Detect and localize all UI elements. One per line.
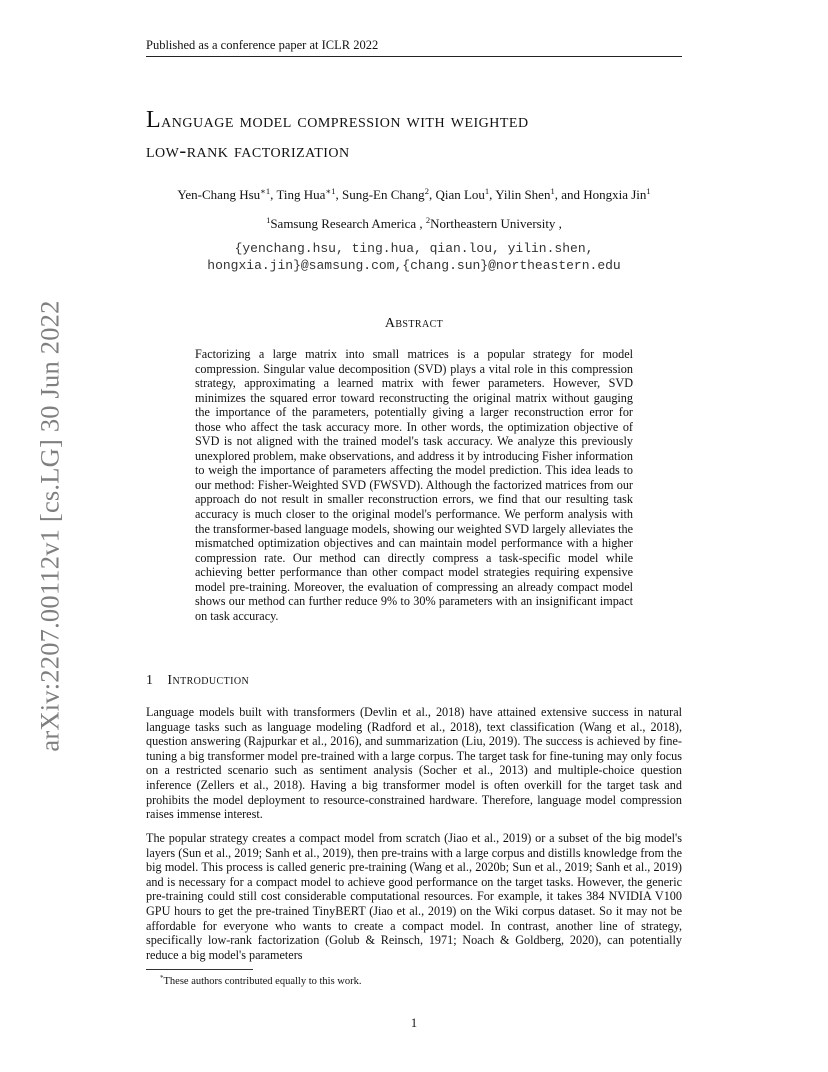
author-name: Yen-Chang Hsu	[177, 187, 261, 202]
author-affil-marker: 1	[646, 186, 651, 196]
abstract-heading: Abstract	[384, 316, 444, 331]
arxiv-stamp: arXiv:2207.00112v1 [cs.LG] 30 Jun 2022	[34, 300, 65, 752]
page-number: 1	[410, 1016, 418, 1030]
affil-marker: 1	[266, 215, 271, 225]
author-name: Qian Lou	[435, 187, 485, 202]
author-affil-marker: ∗1	[325, 186, 336, 196]
author-name: Ting Hua	[276, 187, 326, 202]
author-affil-marker: 1	[484, 186, 490, 196]
title-line-1	[146, 105, 686, 136]
affiliation-name: Samsung Research America ,	[270, 216, 423, 231]
title-line-2: low-rank factorization	[146, 140, 350, 162]
footnote-marker: *	[160, 974, 164, 982]
author-affil-marker: 1	[550, 186, 555, 196]
intro-paragraph-1: Language models built with transformers (Devlin et al., 2018) have attained extensive success in natural language tasks such as language modeling (Radford et al., 2018), text classification (Wang et al., 2018), question answering (Rajpurkar et al., 2016), and summarization (Liu, 2019). The success is achieved by fine-tuning a big transformer model pre-trained with a large corpus. The target task for fine-tuning may only focus on a restricted scenario such as sentiment analysis (Socher et al., 2013) and multiple-choice question inference (Zellers et al., 2018). Having a big transformer model is often overkill for the target task and prohibits the model deployment to resource-constrained hardware. Therefore, language model compression raises immense interest.	[146, 705, 682, 822]
footnote-rule	[146, 969, 253, 970]
section-title: Introduction	[167, 673, 250, 688]
footnote	[160, 975, 362, 988]
running-header: Published as a conference paper at ICLR 2022	[146, 38, 682, 57]
email-line: hongxia.jin}@samsung.com,{chang.sun}@northeastern.edu	[207, 258, 621, 273]
section-heading-introduction	[146, 673, 249, 689]
affiliation-name: Northeastern University ,	[430, 216, 562, 231]
footnote-text: These authors contributed equally to this work.	[163, 976, 362, 987]
title-initial-cap: L	[146, 107, 162, 133]
author-affil-marker: ∗1	[260, 186, 271, 196]
title-line-1-rest: anguage model compression with weighted	[161, 110, 529, 132]
author-emails	[146, 240, 682, 274]
author-list: Yen-Chang Hsu$^{∗1}$, Ting Hua$^{∗1}$, Sung-En Chang$^2$, Qian Lou$^1$, Yilin Shen$^1$, and Hongxia Jin$^1$	[177, 186, 651, 202]
affiliations	[146, 216, 682, 232]
intro-paragraph-2: The popular strategy creates a compact model from scratch (Jiao et al., 2019) or a subset of the big model's layers (Sun et al., 2019; Sanh et al., 2019), then pre-trains with a large corpus and distills knowledge from the big model. This process is called generic pre-training (Wang et al., 2020b; Sun et al., 2019; Sanh et al., 2019) and is necessary for a compact model to achieve good performance on the target tasks. However, the generic pre-training could still cost considerable computational resources. For example, it takes 384 NVIDIA V100 GPU hours to get the pre-trained TinyBERT (Jiao et al., 2019) on the Wiki corpus dataset. So it may not be affordable for everyone who wants to create a compact model. In contrast, another line of strategy, specifically low-rank factorization (Golub & Reinsch, 1971; Noach & Goldberg, 2020), can potentially reduce a big model's parameters	[146, 831, 682, 962]
section-number: 1	[146, 673, 154, 688]
author-name: and Hongxia Jin	[561, 187, 647, 202]
author-affil-marker: 2	[424, 186, 429, 196]
email-line: {yenchang.hsu, ting.hua, qian.lou, yilin.shen,	[234, 241, 594, 256]
affil-marker: 2	[425, 215, 431, 225]
author-name: Yilin Shen	[495, 187, 551, 202]
paper-title	[146, 105, 686, 166]
author-name: Sung-En Chang	[341, 187, 425, 202]
abstract-body: Factorizing a large matrix into small matrices is a popular strategy for model compression. Singular value decomposition (SVD) plays a vital role in this compression strategy, approximating a learned matrix with fewer parameters. However, SVD minimizes the squared error toward reconstructing the original matrix without gauging the importance of the parameters, potentially giving a larger reconstruction error for those who affect the task accuracy more. In other words, the optimization objective of SVD is not aligned with the trained model's task accuracy. We analyze this previously unexplored problem, make observations, and address it by introducing Fisher information to weigh the importance of parameters affecting the model prediction. This idea leads to our method: Fisher-Weighted SVD (FWSVD). Although the factorized matrices from our approach do not result in smaller reconstruction errors, we find that our resulting task accuracy is much closer to the original model's performance. We perform analysis with the transformer-based language models, showing our weighted SVD largely alleviates the mismatched optimization objectives and can maintain model performance with a higher compression rate. Our method can directly compress a task-specific model while achieving better performance than other compact model strategies requiring expensive model pre-training. Moreover, the evaluation of compressing an already compact model shows our method can further reduce 9% to 30% parameters with an insignificant impact on task accuracy.	[195, 347, 633, 623]
